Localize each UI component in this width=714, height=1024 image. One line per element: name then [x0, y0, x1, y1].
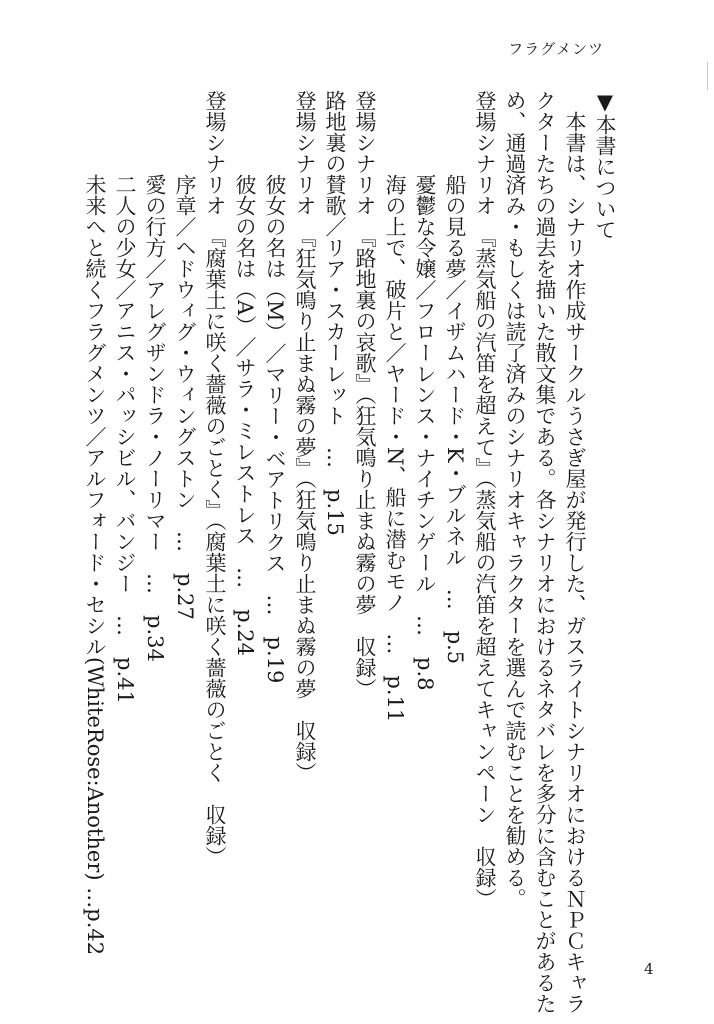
scenario-3: [290, 90, 320, 970]
toc-entry: 未来へと続くフラグメンツ／アルフォード・セシル(WhiteRose:Another) …p.42: [83, 174, 107, 956]
scenario-4: [200, 90, 230, 970]
toc-entry: 彼女の名は（M）／マリー・ベアトリクス … p.19: [263, 174, 287, 684]
toc-entry: 海の上で、破片と／ヤード・N、船に潜むモノ … p.11: [383, 174, 407, 723]
toc-entry: 彼女の名は（A）／サラ・ミレストレス … p.24: [233, 174, 257, 657]
scenario-title: 『腐葉土に咲く薔薇のごとく』（腐葉土に咲く薔薇のごとく 収録）: [203, 237, 227, 867]
running-head: フラグメンツ: [508, 40, 604, 58]
section-heading: ▼本書について: [593, 90, 617, 240]
scenario-title: 『狂気鳴り止まぬ霧の夢』（狂気鳴り止まぬ霧の夢 収録）: [293, 237, 317, 783]
scenario-title: 『路地裏の哀歌』（狂気鳴り止まぬ霧の夢 収録）: [353, 237, 377, 699]
scenario-title: 『蒸気船の汽笛を超えて』（蒸気船の汽笛を超えてキャンペーン 収録）: [473, 237, 497, 909]
edge-mark: [707, 62, 708, 90]
scenario-label: 登場シナリオ: [353, 90, 377, 216]
toc-entry: 序章／ヘドウィグ・ウィングストン … p.27: [173, 174, 197, 620]
scenario-label: 登場シナリオ: [293, 90, 317, 216]
scenario-label: 登場シナリオ: [203, 90, 227, 216]
scenario-label: 登場シナリオ: [473, 90, 497, 216]
page-number: 4: [644, 960, 654, 978]
intro-line-1: 本書は、シナリオ作成サークルうさぎ屋が発行した、ガスライトシナリオにおけるＮＰＣキャラ: [563, 90, 587, 1014]
toc-entry: 愛の行方／アレグザンドラ・ノーリマー … p.34: [143, 174, 167, 662]
intro-line-3: め、通過済み・もしくは読了済みのシナリオキャラクターを選んで読むことを勧める。: [503, 90, 527, 909]
toc-entry: 路地裏の賛歌／リア・スカーレット … p.15: [323, 90, 347, 536]
body-text: [80, 90, 620, 1014]
intro-line-2: クターたちの過去を描いた散文集である。各シナリオにおけるネタバレを多分に含むことがあるた: [533, 90, 557, 1014]
toc-entry: 船の見る夢／イザムハード・K・ブルネル … p.5: [443, 174, 467, 665]
scenario-1: [470, 90, 500, 970]
toc-entry: 二人の少女／アニス・パッシビル、バンジー … p.41: [113, 174, 137, 704]
scenario-2: [350, 90, 380, 970]
toc-entry: 憂鬱な令嬢／フローレンス・ナイチンゲール … p.8: [413, 174, 437, 691]
